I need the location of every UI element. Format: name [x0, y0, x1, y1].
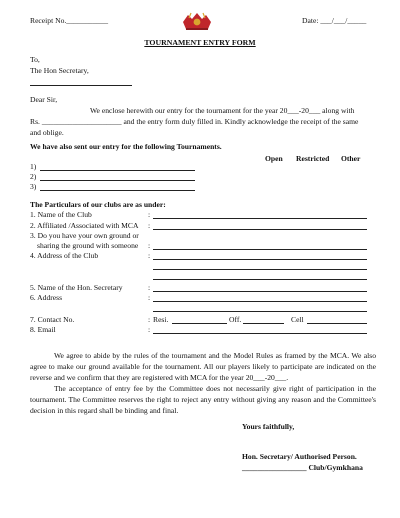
intro-line-3: and oblige. [30, 128, 64, 137]
contact-cell-line[interactable] [307, 323, 367, 324]
field-line-address-1[interactable] [153, 301, 367, 302]
field-label-affiliated: 2. Affiliated /Associated with MCA [30, 221, 139, 230]
association-emblem-icon [180, 10, 214, 32]
agreement-paragraph: We agree to abide by the rules of the tournament and the Model Rules as framed by the MCA. We also agree to make our ground available for the tournament. All our players likely to participate are indicated on the reverse and we confirm that they are registered with MCA for the year 20___-20___. [30, 351, 376, 382]
field-line-club-address-1[interactable] [153, 259, 367, 260]
field-line-club-name[interactable] [153, 218, 367, 219]
field-label-own-ground: 3. Do you have your own ground or [30, 231, 139, 240]
field-colon: : [148, 251, 151, 260]
field-label-sharing-ground: sharing the ground with someone [37, 241, 139, 250]
date-field: Date: ___/___/_____ [302, 16, 367, 25]
field-label-email: 8. Email [30, 325, 56, 334]
address-to: To, [30, 55, 40, 64]
field-line-club-address-3[interactable] [153, 279, 367, 280]
form-title: TOURNAMENT ENTRY FORM [144, 38, 256, 47]
tournament-item-1-line[interactable] [40, 170, 195, 171]
club-signature-line: _________________ Club/Gymkhana [242, 463, 363, 472]
contact-cell-label: Cell [291, 315, 304, 324]
field-line-club-address-2[interactable] [153, 269, 367, 270]
field-colon: : [148, 210, 151, 219]
address-line[interactable] [30, 85, 132, 86]
field-colon: : [148, 315, 151, 324]
tournament-item-2-label: 2) [30, 172, 37, 181]
receipt-number-field: Receipt No.___________ [30, 16, 109, 25]
field-line-secretary-name[interactable] [153, 291, 367, 292]
contact-resi-label: Resi. [153, 315, 169, 324]
column-restricted: Restricted [296, 154, 330, 163]
field-label-contact: 7. Contact No. [30, 315, 75, 324]
intro-line-1: We enclose herewith our entry for the tournament for the year 20___-20___ along with [90, 106, 355, 115]
column-other: Other [341, 154, 361, 163]
field-colon: : [148, 283, 151, 292]
contact-resi-line[interactable] [172, 323, 227, 324]
field-label-club-address: 4. Address of the Club [30, 251, 99, 260]
closing-yours-faithfully: Yours faithfully, [242, 422, 295, 431]
field-colon: : [148, 241, 151, 250]
field-colon: : [148, 325, 151, 334]
signatory-title: Hon. Secretary/ Authorised Person. [242, 452, 357, 461]
field-line-address-2[interactable] [153, 311, 367, 312]
field-colon: : [148, 221, 151, 230]
acceptance-paragraph: The acceptance of entry fee by the Committee does not necessarily give right of participation in the tournament. The Committee reserves the right to reject any entry without giving any reason and the Committee's decision in this regard shall be binding and final. [30, 384, 376, 415]
field-colon: : [148, 293, 151, 302]
tournaments-heading: We have also sent our entry for the following Tournaments. [30, 142, 222, 151]
tournament-item-1-label: 1) [30, 162, 37, 171]
address-recipient: The Hon Secretary, [30, 66, 89, 75]
intro-line-2: Rs. _____________________ and the entry form duly filled in. Kindly acknowledge the receipt of the same [30, 117, 359, 126]
field-line-affiliated[interactable] [153, 229, 367, 230]
field-line-ground[interactable] [153, 249, 367, 250]
column-open: Open [265, 154, 283, 163]
contact-off-line[interactable] [243, 323, 284, 324]
contact-off-label: Off. [229, 315, 242, 324]
field-label-secretary-name: 5. Name of the Hon. Secretary [30, 283, 123, 292]
field-line-email[interactable] [153, 333, 367, 334]
field-label-club-name: 1. Name of the Club [30, 210, 92, 219]
field-label-address: 6. Address [30, 293, 63, 302]
salutation: Dear Sir, [30, 95, 58, 104]
tournament-item-2-line[interactable] [40, 180, 195, 181]
tournament-item-3-label: 3) [30, 182, 37, 191]
tournament-item-3-line[interactable] [40, 190, 195, 191]
particulars-heading: The Particulars of our clubs are as under: [30, 200, 166, 209]
